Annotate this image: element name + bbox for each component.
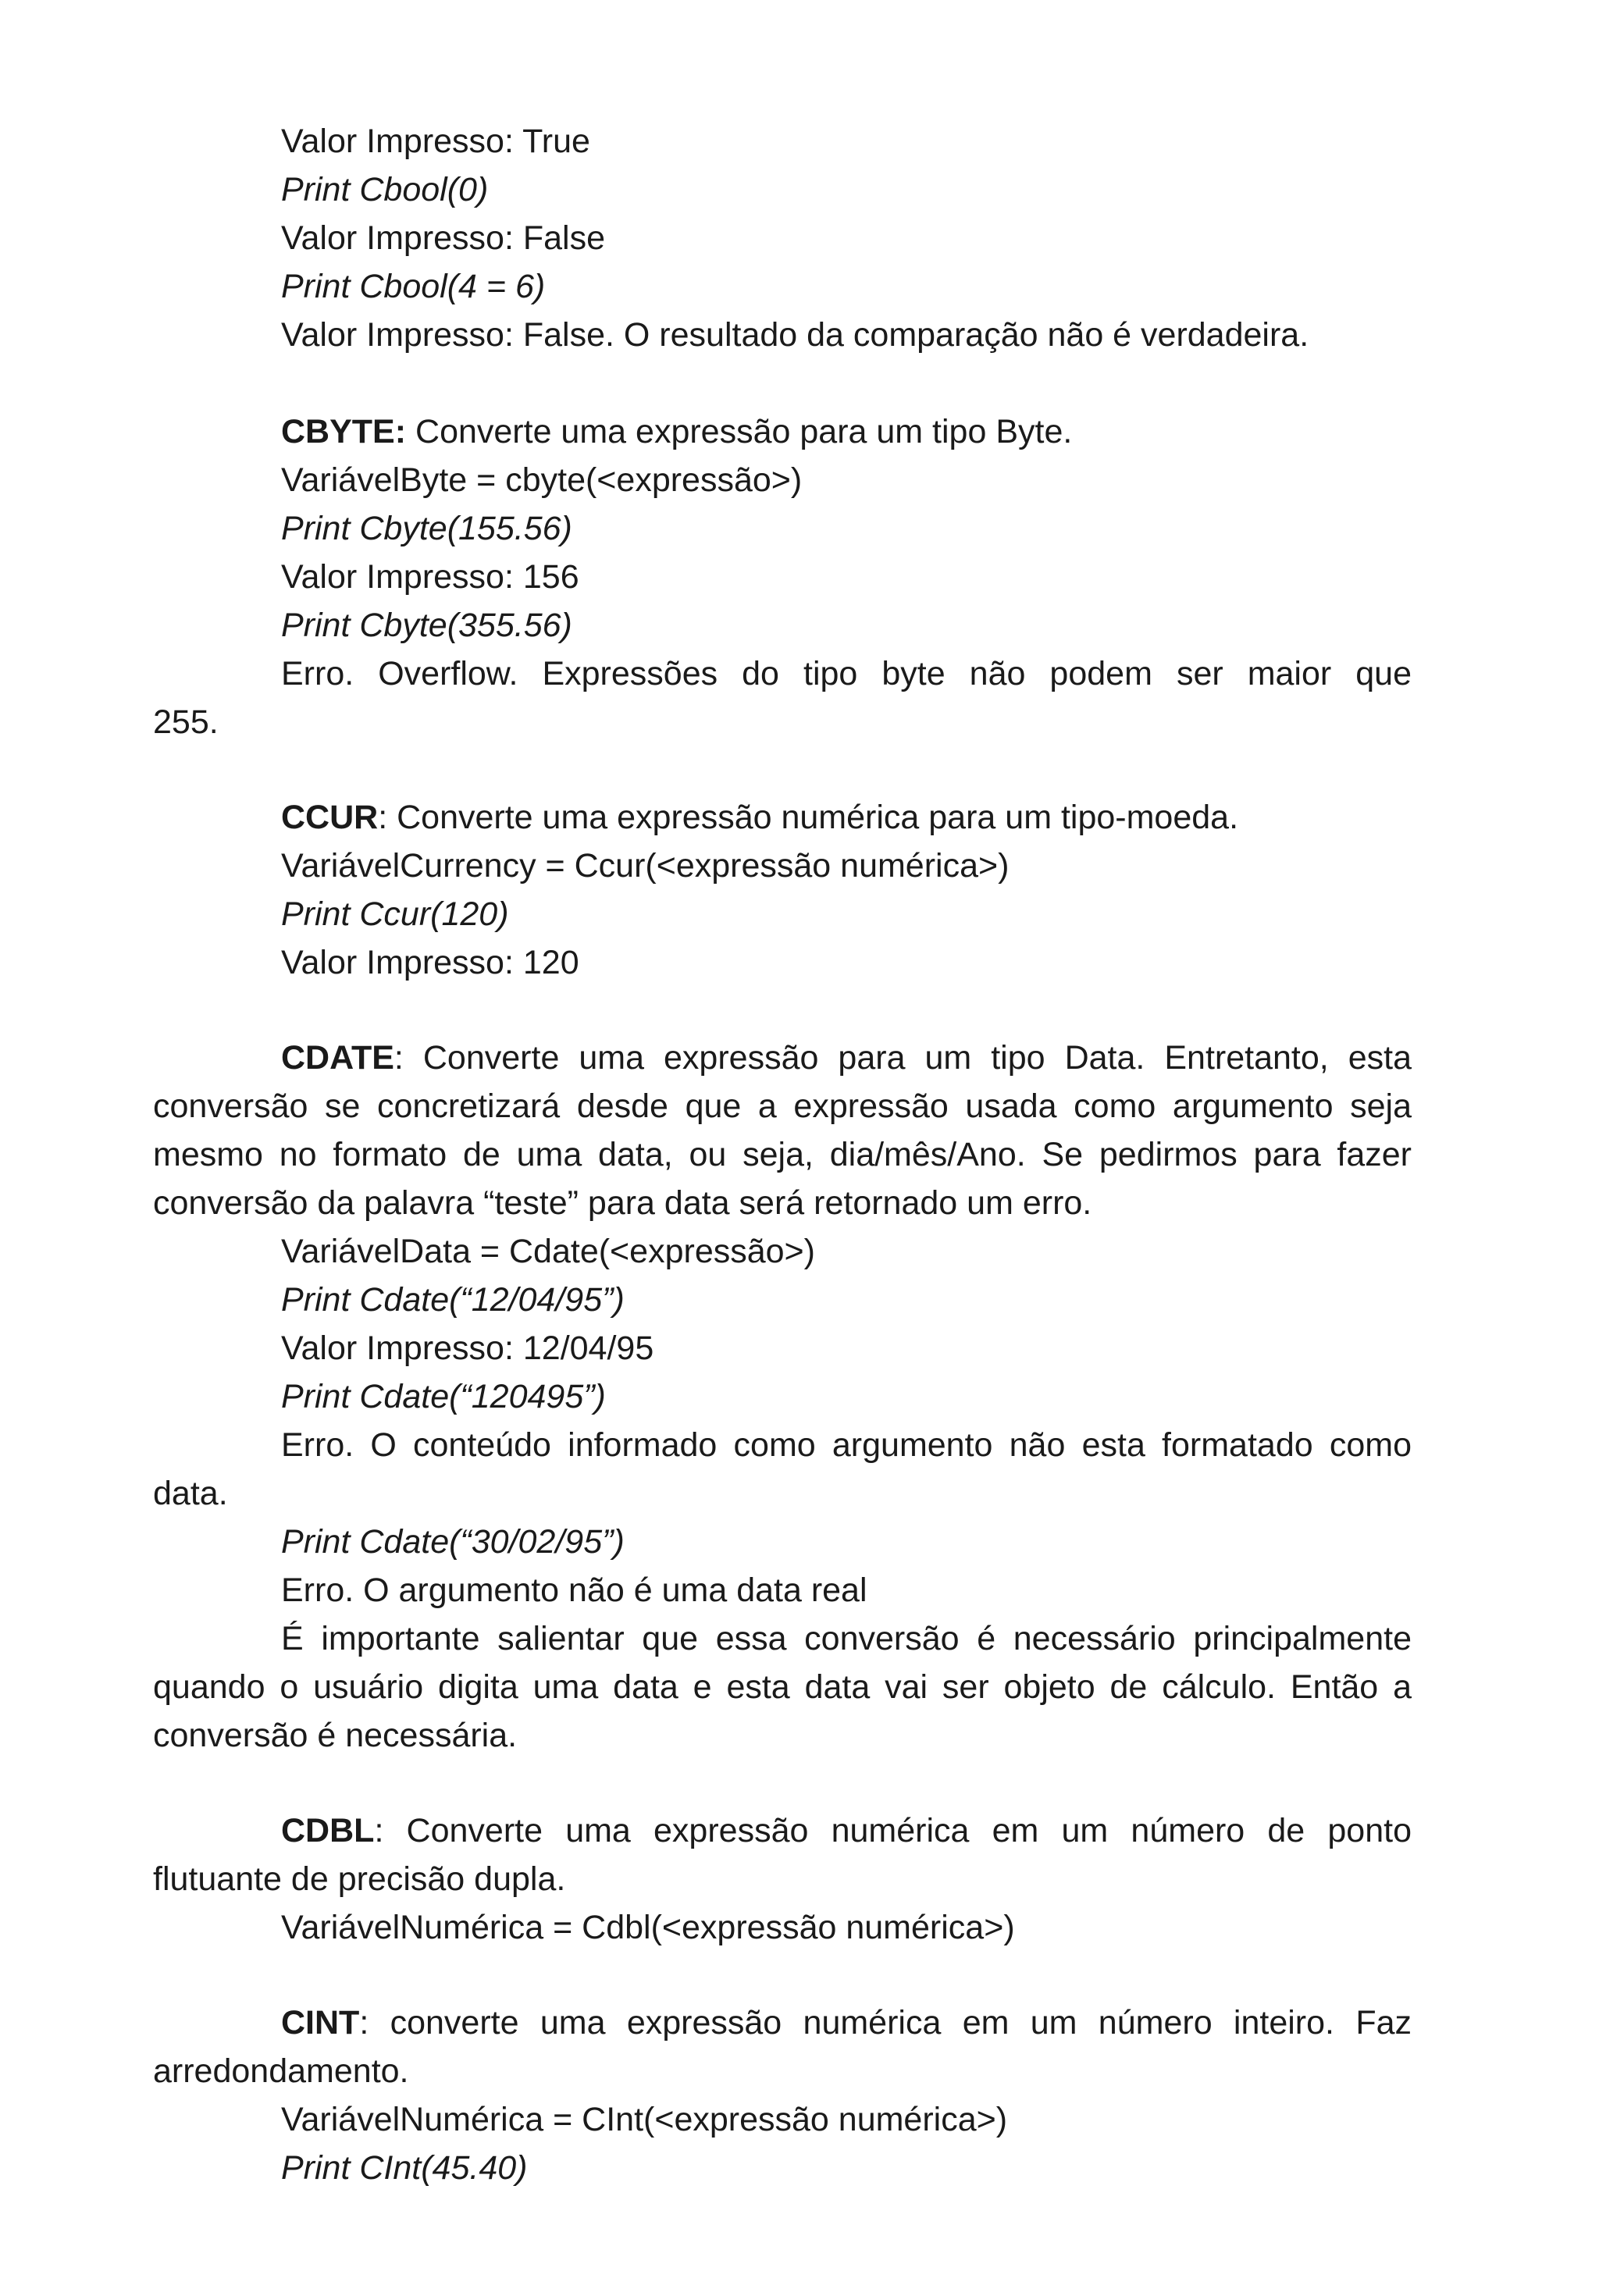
cbyte-error: Erro. Overflow. Expressões do tipo byte não podem ser maior que [281,655,1412,692]
ccur-desc: : Converte uma expressão numérica para um tipo-moeda. [378,799,1239,836]
cbyte-syntax: VariávelByte = cbyte(<expressão>) [281,461,803,499]
text-line: Valor Impresso: 120 [281,944,579,981]
cdbl-syntax: VariávelNumérica = Cdbl(<expressão numérica>) [281,1909,1015,1946]
cbyte-heading [153,408,1412,456]
cdate-paragraph [153,1034,1412,1227]
ccur-title: CCUR [281,799,379,836]
code-example: Print Cdate(“30/02/95”) [281,1523,625,1561]
text-line: Valor Impresso: 12/04/95 [281,1330,654,1367]
cbyte-error-cont: 255. [153,703,219,741]
cint-desc: : converte uma expressão numérica em um número inteiro. Faz arredondamento. [153,2004,1412,2090]
cbyte-title: CBYTE: [281,413,407,450]
code-example: Print Ccur(120) [281,895,509,933]
text-line: Valor Impresso: False. O resultado da comparação não é verdadeira. [281,316,1309,354]
cdate-error-2: Erro. O argumento não é uma data real [281,1572,867,1609]
code-example: Print Cdate(“12/04/95”) [281,1281,625,1319]
code-example: Print Cbyte(155.56) [281,510,572,547]
cbyte-desc: Converte uma expressão para um tipo Byte. [406,413,1073,450]
cdate-error-1: Erro. O conteúdo informado como argumento não esta formatado como data. [153,1426,1412,1512]
ccur-syntax: VariávelCurrency = Ccur(<expressão numérica>) [281,847,1010,885]
cdate-syntax: VariávelData = Cdate(<expressão>) [281,1233,815,1270]
cdate-title: CDATE [281,1039,394,1077]
code-example: Print Cbool(0) [281,171,489,208]
code-example: Print Cbyte(355.56) [281,607,572,644]
cdate-desc: : Converte uma expressão para um tipo Data. Entretanto, esta conversão se concretizará desde que a expressão usada como argumento seja mesmo no formato de uma data, ou seja, dia/mês/Ano. Se pedirmos para fazer conversão da palavra “teste” para data será retornado um erro. [153,1039,1412,1222]
cdbl-desc: : Converte uma expressão numérica em um número de ponto flutuante de precisão dupla. [153,1812,1412,1898]
ccur-heading [153,793,1412,842]
cint-title: CINT [281,2004,360,2041]
cint-paragraph [153,1999,1412,2095]
cint-syntax: VariávelNumérica = CInt(<expressão numérica>) [281,2101,1008,2138]
cdbl-paragraph [153,1807,1412,1903]
text-line: Valor Impresso: True [281,123,590,160]
cdate-note: É importante salientar que essa conversão é necessário principalmente quando o usuário digita uma data e esta data vai ser objeto de cálculo. Então a conversão é necessária. [153,1620,1412,1754]
code-example: Print Cdate(“120495”) [281,1378,606,1415]
text-line: Valor Impresso: False [281,219,606,257]
cdbl-title: CDBL [281,1812,375,1849]
text-line: Valor Impresso: 156 [281,558,579,596]
document-page [153,117,1412,2192]
code-example: Print Cbool(4 = 6) [281,268,546,305]
code-example: Print CInt(45.40) [281,2149,528,2187]
